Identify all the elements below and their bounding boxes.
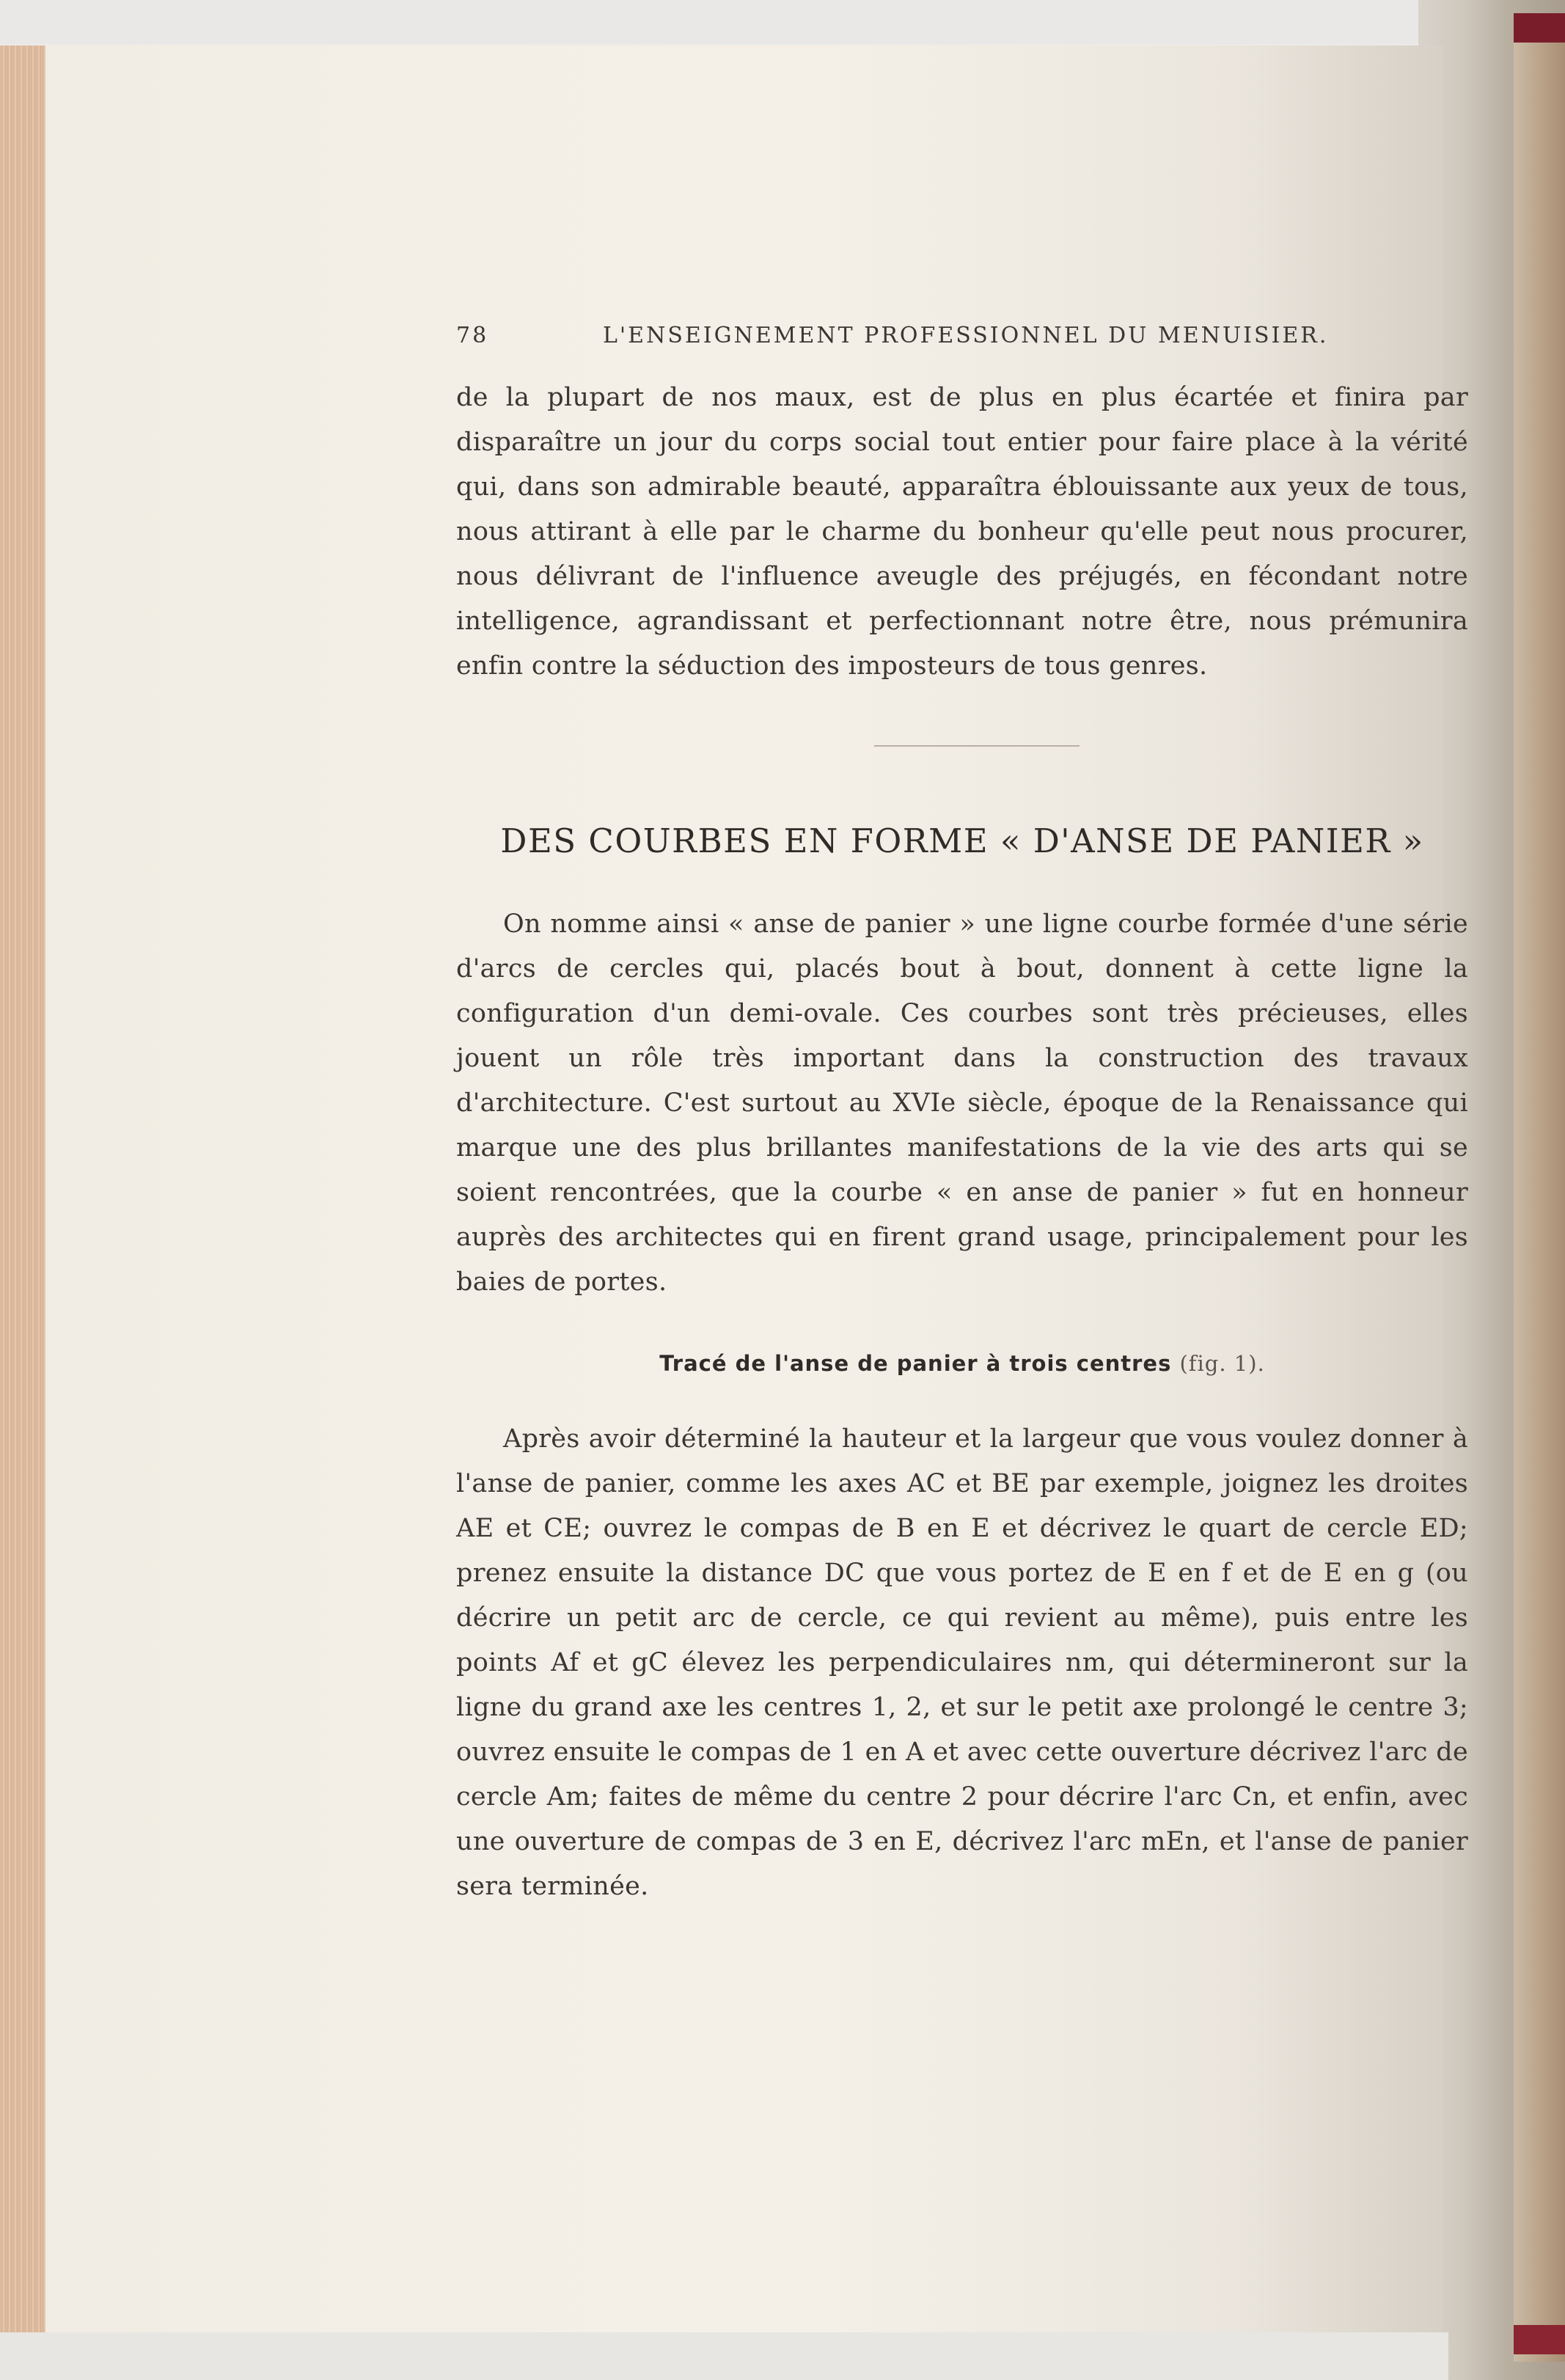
book-page	[45, 45, 1468, 2332]
page-edges-stack	[0, 45, 45, 2334]
running-head-title: L'ENSEIGNEMENT PROFESSIONNEL DU MENUISIER.	[603, 323, 1329, 348]
section-divider	[874, 745, 1080, 747]
opening-paragraph: de la plupart de nos maux, est de plus en plus écartée et finira par disparaître un jour du corps social tout entier pour faire place à la vérité qui, dans son admirable beauté, apparaîtra éblouissante aux yeux de tous, nous attirant à elle par le charme du bonheur qu'elle peut nous procurer, nous délivrant de l'influence aveugle des préjugés, en fécondant notre intelligence, agrandissant et perfectionnant notre être, nous prémunira enfin contre la séduction des imposteurs de tous genres.	[456, 383, 1468, 681]
section-title: DES COURBES EN FORME « D'ANSE DE PANIER »	[500, 821, 1424, 860]
scan-background	[0, 0, 1565, 44]
subsection-heading	[456, 1351, 1468, 1376]
binding-headband-bottom	[1514, 2325, 1565, 2354]
page-number: 78	[456, 323, 489, 348]
section-paragraph: On nomme ainsi « anse de panier » une ligne courbe formée d'une série d'arcs de cercles qui, placés bout à bout, donnent à cette ligne la configuration d'un demi-ovale. Ces courbes sont très précieuses, elles jouent un rôle très important dans la construction des travaux d'architecture. C'est surtout au XVIe siècle, époque de la Renaissance qui marque une des plus brillantes manifestations de la vie des arts qui se soient rencontrées, que la courbe « en anse de panier » fut en honneur auprès des architectes qui en firent grand usage, principalement pour les baies de portes.	[456, 909, 1468, 1297]
scan-background-bottom	[0, 2332, 1448, 2380]
book-cover-edge	[1514, 15, 1565, 2362]
subsection-title: Tracé de l'anse de panier à trois centres	[659, 1351, 1172, 1376]
binding-headband-top	[1514, 13, 1565, 43]
figure-reference: (fig. 1).	[1179, 1351, 1265, 1376]
subsection-paragraph: Après avoir déterminé la hauteur et la largeur que vous voulez donner à l'anse de panier, comme les axes AC et BE par exemple, joignez les droites AE et CE; ouvrez le compas de B en E et décrivez le quart de cercle ED; prenez ensuite la distance DC que vous portez de E en f et de E en g (ou décrire un petit arc de cercle, ce qui revient au même), puis entre les points Af et gC élevez les perpendiculaires nm, qui détermineront sur la ligne du grand axe les centres 1, 2, et sur le petit axe prolongé le centre 3; ouvrez ensuite le compas de 1 en A et avec cette ouverture décrivez l'arc de cercle Am; faites de même du centre 2 pour décrire l'arc Cn, et enfin, avec une ouverture de compas de 3 en E, décrivez l'arc mEn, et l'anse de panier sera terminée.	[456, 1424, 1468, 1901]
